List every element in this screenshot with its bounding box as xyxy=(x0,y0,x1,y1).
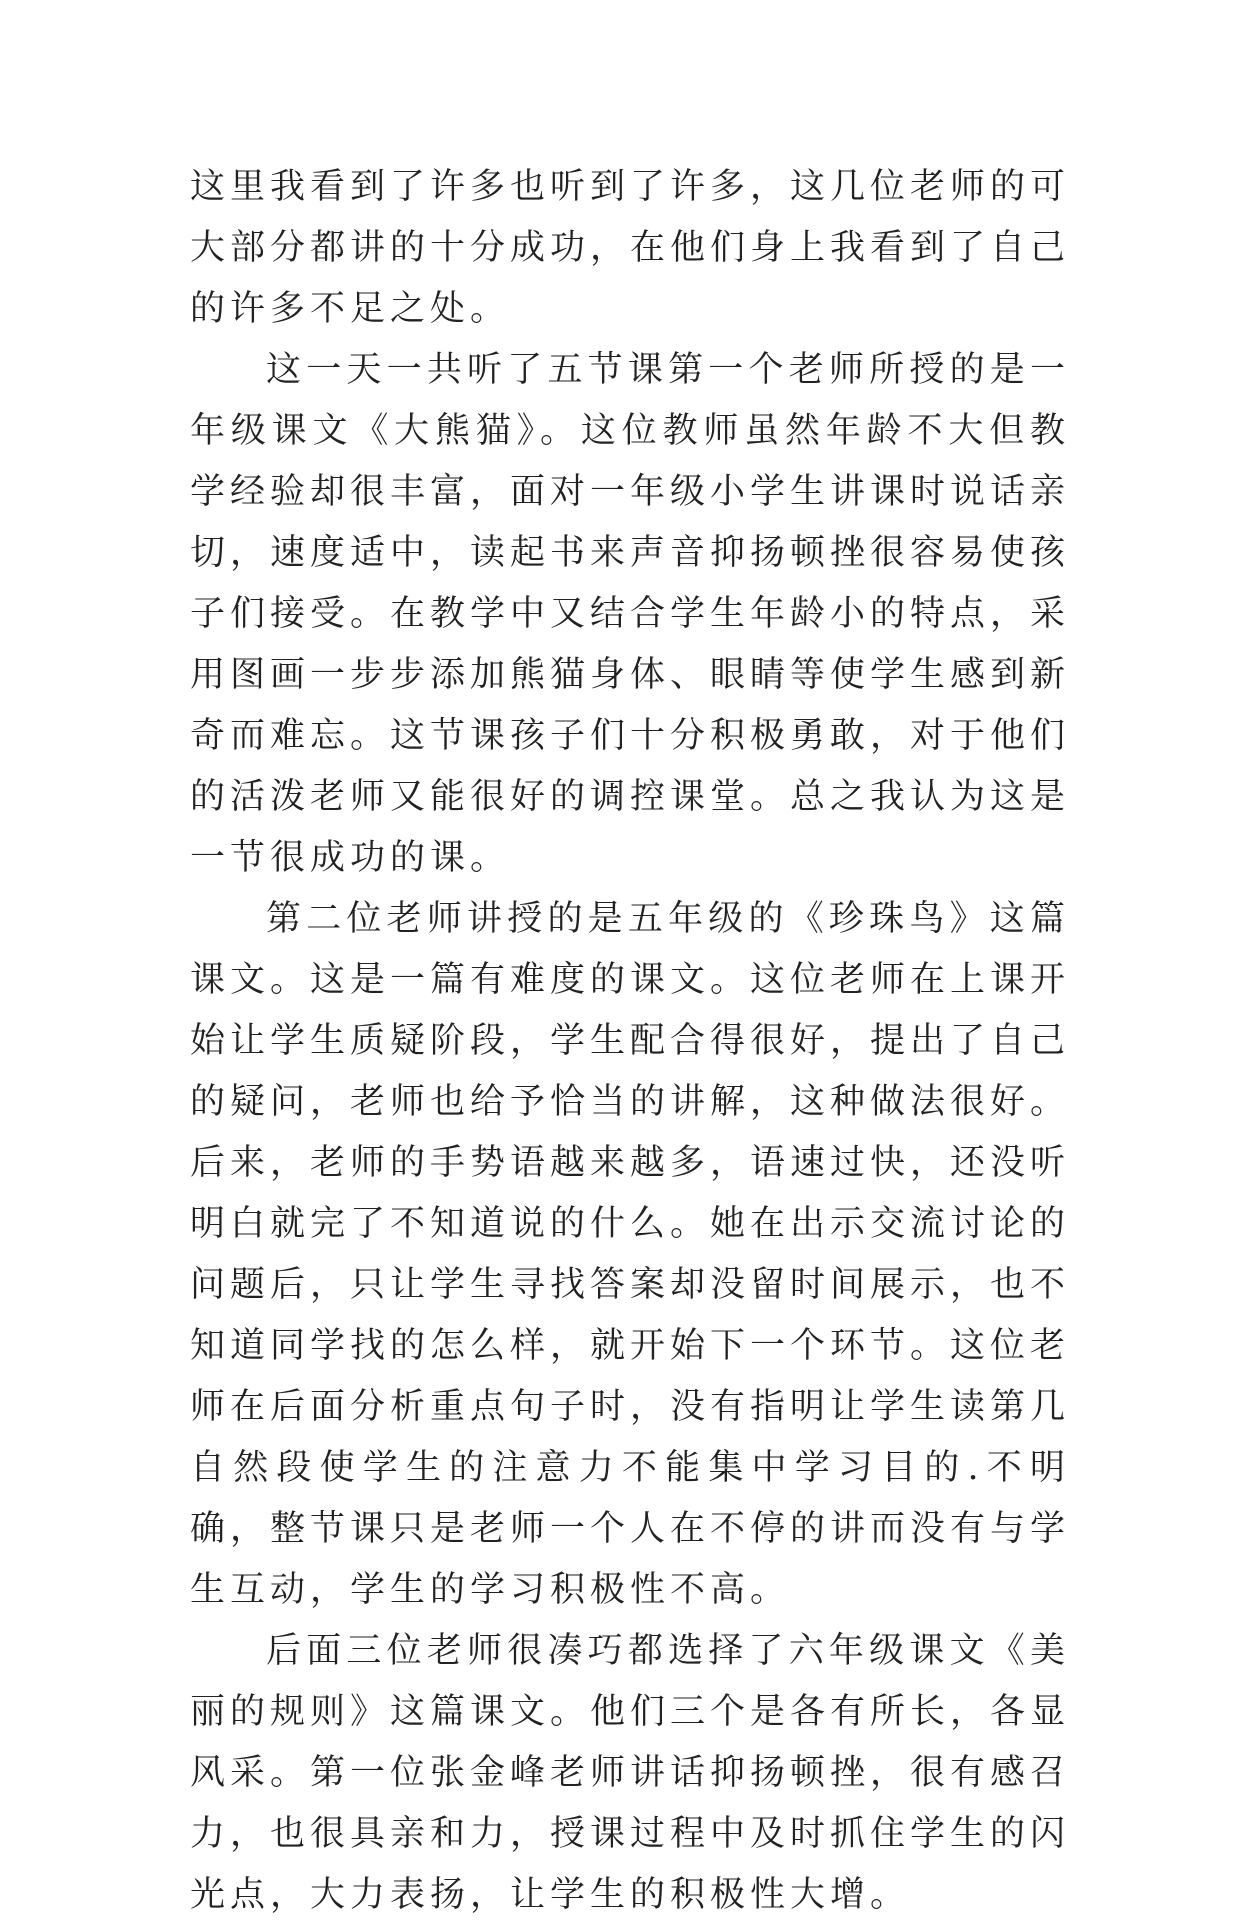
paragraph-3: 第二位老师讲授的是五年级的《珍珠鸟》这篇课文。这是一篇有难度的课文。这位老师在上课开始让学生质疑阶段，学生配合得很好，提出了自己的疑问，老师也给予恰当的讲解，这种做法很好。后来，老师的手势语越来越多，语速过快，还没听明白就完了不知道说的什么。她在出示交流讨论的问题后，只让学生寻找答案却没留时间展示，也不知道同学找的怎么样，就开始下一个环节。这位老师在后面分析重点句子时，没有指明让学生读第几自然段使学生的注意力不能集中学习目的.不明确，整节课只是老师一个人在不停的讲而没有与学生互动，学生的学习积极性不高。 xyxy=(190,899,1071,1610)
paragraph-4: 后面三位老师很凑巧都选择了六年级课文《美丽的规则》这篇课文。他们三个是各有所长，各显风采。第一位张金峰老师讲话抑扬顿挫，很有感召力，也很具亲和力，授课过程中及时抓住学生的闪光点，大力表扬，让学生的积极性大增。 xyxy=(190,1631,1071,1915)
paragraph-1: 这里我看到了许多也听到了许多，这几位老师的可大部分都讲的十分成功，在他们身上我看到了自己的许多不足之处。 xyxy=(190,167,1071,329)
paragraph-2: 这一天一共听了五节课第一个老师所授的是一年级课文《大熊猫》。这位教师虽然年龄不大但教学经验却很丰富，面对一年级小学生讲课时说话亲切，速度适中，读起书来声音抑扬顿挫很容易使孩子们接受。在教学中又结合学生年龄小的特点，采用图画一步步添加熊猫身体、眼睛等使学生感到新奇而难忘。这节课孩子们十分积极勇敢，对于他们的活泼老师又能很好的调控课堂。总之我认为这是一节很成功的课。 xyxy=(190,350,1071,878)
document-body xyxy=(190,157,1070,1926)
